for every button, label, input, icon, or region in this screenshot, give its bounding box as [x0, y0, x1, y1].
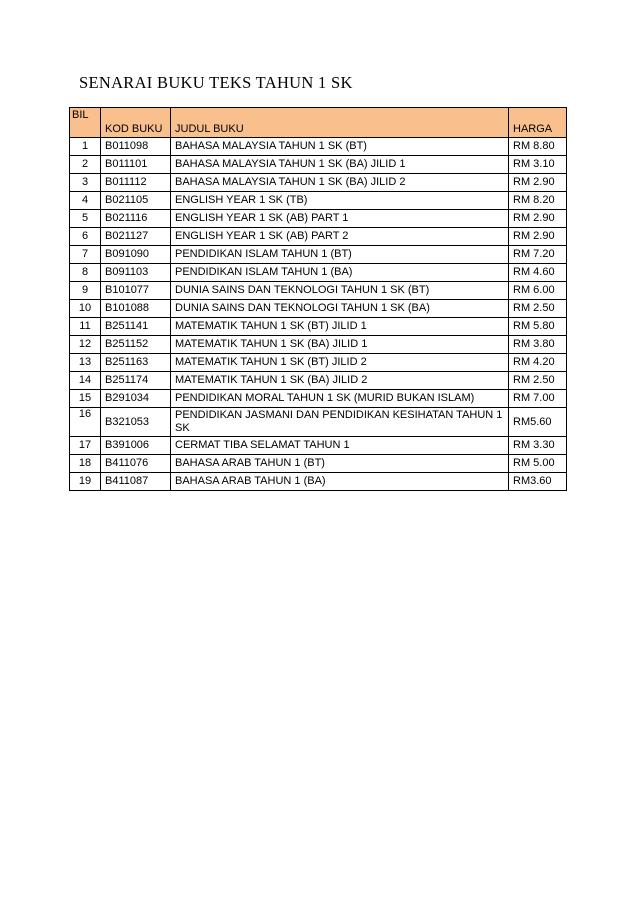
cell-kod-buku: B251141 — [101, 318, 171, 336]
cell-bil: 13 — [70, 354, 101, 372]
cell-judul-buku: BAHASA ARAB TAHUN 1 (BT) — [171, 455, 509, 473]
cell-bil: 18 — [70, 455, 101, 473]
table-row — [70, 437, 567, 455]
table-row — [70, 210, 567, 228]
table-row — [70, 300, 567, 318]
cell-harga: RM 3.10 — [509, 156, 567, 174]
cell-kod-buku: B251163 — [101, 354, 171, 372]
cell-harga: RM 3.80 — [509, 336, 567, 354]
cell-harga: RM5.60 — [509, 408, 567, 437]
cell-harga: RM 5.80 — [509, 318, 567, 336]
cell-kod-buku: B251152 — [101, 336, 171, 354]
header-harga: HARGA — [509, 108, 567, 138]
cell-kod-buku: B101088 — [101, 300, 171, 318]
table-row — [70, 228, 567, 246]
cell-judul-buku: ENGLISH YEAR 1 SK (AB) PART 1 — [171, 210, 509, 228]
table-header-row — [70, 108, 567, 138]
cell-kod-buku: B021105 — [101, 192, 171, 210]
cell-judul-buku: CERMAT TIBA SELAMAT TAHUN 1 — [171, 437, 509, 455]
cell-kod-buku: B251174 — [101, 372, 171, 390]
cell-bil: 11 — [70, 318, 101, 336]
cell-harga: RM 6.00 — [509, 282, 567, 300]
cell-judul-buku: PENDIDIKAN ISLAM TAHUN 1 (BT) — [171, 246, 509, 264]
cell-bil: 2 — [70, 156, 101, 174]
cell-kod-buku: B011112 — [101, 174, 171, 192]
table-row — [70, 473, 567, 491]
cell-bil: 12 — [70, 336, 101, 354]
textbook-list-table — [69, 107, 567, 491]
cell-bil: 7 — [70, 246, 101, 264]
cell-judul-buku: DUNIA SAINS DAN TEKNOLOGI TAHUN 1 SK (BA) — [171, 300, 509, 318]
table-row — [70, 246, 567, 264]
cell-kod-buku: B411076 — [101, 455, 171, 473]
cell-judul-buku: MATEMATIK TAHUN 1 SK (BA) JILID 2 — [171, 372, 509, 390]
cell-judul-buku: BAHASA MALAYSIA TAHUN 1 SK (BT) — [171, 138, 509, 156]
cell-kod-buku: B021127 — [101, 228, 171, 246]
header-bil: BIL — [70, 108, 101, 138]
cell-kod-buku: B021116 — [101, 210, 171, 228]
cell-bil: 19 — [70, 473, 101, 491]
cell-bil: 5 — [70, 210, 101, 228]
cell-bil: 8 — [70, 264, 101, 282]
table-row — [70, 408, 567, 437]
cell-judul-buku: ENGLISH YEAR 1 SK (AB) PART 2 — [171, 228, 509, 246]
cell-bil: 17 — [70, 437, 101, 455]
header-judul-buku: JUDUL BUKU — [171, 108, 509, 138]
cell-bil: 6 — [70, 228, 101, 246]
cell-kod-buku: B011101 — [101, 156, 171, 174]
cell-kod-buku: B011098 — [101, 138, 171, 156]
cell-harga: RM 7.20 — [509, 246, 567, 264]
cell-harga: RM 8.20 — [509, 192, 567, 210]
table-row — [70, 336, 567, 354]
cell-judul-buku: MATEMATIK TAHUN 1 SK (BT) JILID 1 — [171, 318, 509, 336]
cell-kod-buku: B391006 — [101, 437, 171, 455]
cell-judul-buku: BAHASA MALAYSIA TAHUN 1 SK (BA) JILID 2 — [171, 174, 509, 192]
cell-bil: 3 — [70, 174, 101, 192]
cell-kod-buku: B411087 — [101, 473, 171, 491]
cell-harga: RM 3.30 — [509, 437, 567, 455]
cell-bil: 14 — [70, 372, 101, 390]
table-row — [70, 192, 567, 210]
cell-judul-buku: ENGLISH YEAR 1 SK (TB) — [171, 192, 509, 210]
cell-harga: RM 2.90 — [509, 228, 567, 246]
cell-bil: 15 — [70, 390, 101, 408]
cell-bil: 1 — [70, 138, 101, 156]
table-row — [70, 282, 567, 300]
cell-kod-buku: B101077 — [101, 282, 171, 300]
cell-judul-buku: BAHASA MALAYSIA TAHUN 1 SK (BA) JILID 1 — [171, 156, 509, 174]
cell-judul-buku: BAHASA ARAB TAHUN 1 (BA) — [171, 473, 509, 491]
cell-harga: RM 5.00 — [509, 455, 567, 473]
cell-harga: RM 2.90 — [509, 174, 567, 192]
table-row — [70, 138, 567, 156]
cell-judul-buku: PENDIDIKAN ISLAM TAHUN 1 (BA) — [171, 264, 509, 282]
cell-harga: RM3.60 — [509, 473, 567, 491]
table-row — [70, 156, 567, 174]
table-row — [70, 264, 567, 282]
cell-harga: RM 4.60 — [509, 264, 567, 282]
table-row — [70, 174, 567, 192]
cell-judul-buku: PENDIDIKAN MORAL TAHUN 1 SK (MURID BUKAN ISLAM) — [171, 390, 509, 408]
cell-harga: RM 2.50 — [509, 372, 567, 390]
cell-harga: RM 2.90 — [509, 210, 567, 228]
cell-bil: 9 — [70, 282, 101, 300]
cell-judul-buku: DUNIA SAINS DAN TEKNOLOGI TAHUN 1 SK (BT) — [171, 282, 509, 300]
table-row — [70, 354, 567, 372]
cell-judul-buku: PENDIDIKAN JASMANI DAN PENDIDIKAN KESIHATAN TAHUN 1 SK — [171, 408, 509, 437]
cell-bil: 16 — [70, 408, 101, 437]
header-kod-buku: KOD BUKU — [101, 108, 171, 138]
cell-bil: 10 — [70, 300, 101, 318]
table-row — [70, 318, 567, 336]
cell-kod-buku: B091103 — [101, 264, 171, 282]
cell-judul-buku: MATEMATIK TAHUN 1 SK (BA) JILID 1 — [171, 336, 509, 354]
cell-kod-buku: B291034 — [101, 390, 171, 408]
cell-harga: RM 8.80 — [509, 138, 567, 156]
table-row — [70, 390, 567, 408]
table-row — [70, 455, 567, 473]
cell-harga: RM 7.00 — [509, 390, 567, 408]
cell-kod-buku: B091090 — [101, 246, 171, 264]
cell-harga: RM 4.20 — [509, 354, 567, 372]
cell-harga: RM 2.50 — [509, 300, 567, 318]
document-title: SENARAI BUKU TEKS TAHUN 1 SK — [79, 73, 353, 92]
cell-bil: 4 — [70, 192, 101, 210]
table-row — [70, 372, 567, 390]
cell-kod-buku: B321053 — [101, 408, 171, 437]
cell-judul-buku: MATEMATIK TAHUN 1 SK (BT) JILID 2 — [171, 354, 509, 372]
